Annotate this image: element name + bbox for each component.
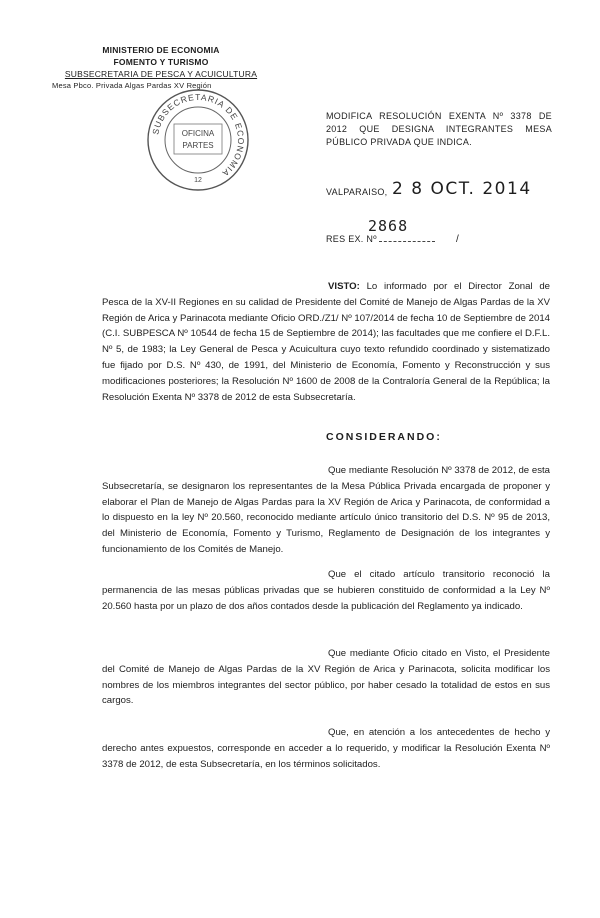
city-label: VALPARAISO, — [326, 187, 388, 197]
ministry-name: MINISTERIO DE ECONOMIA — [102, 45, 220, 55]
resolution-number: 2868 — [368, 217, 409, 235]
undersecretariat-name: SUBSECRETARIA DE PESCA Y ACUICULTURA — [64, 69, 258, 79]
considerando-text-1: Que mediante Resolución Nº 3378 de 2012, de esta Subsecretaría, se designaron los representantes de la Mesa Pública Privada encargada de proponer y elaborar el Plan de Manejo de Algas Pardas para la XV Región de Arica y Parinacota, de conformidad a lo dispuesto en la ley Nº 20.560, reconocido mediante artículo único transitorio del D.S. Nº 95 de 2013, del Ministerio de Economía, Fomento y Turismo, Reglamento de Designación de los integrantes y funcionamiento de los Comités de Manejo. — [102, 465, 550, 555]
visto-paragraph — [102, 279, 550, 405]
seal-ring-text: SUBSECRETARIA DE ECONOMIA — [150, 91, 247, 179]
stamped-date: 2 8 OCT. 2014 — [392, 179, 532, 199]
resolution-number-blank — [379, 241, 435, 242]
ministry-subtitle: FOMENTO Y TURISMO — [113, 57, 209, 67]
office-seal-stamp — [144, 86, 252, 194]
considerando-paragraph-2 — [102, 567, 550, 614]
seal-center-line1: OFICINA — [181, 129, 215, 138]
seal-number: 12 — [194, 177, 202, 184]
seal-center-line2: PARTES — [182, 141, 214, 150]
resolution-subject: MODIFICA RESOLUCIÓN EXENTA Nº 3378 DE 2012 QUE DESIGNA INTEGRANTES MESA PÚBLICO PRIVADA QUE INDICA. — [326, 111, 552, 147]
considerando-text-3: Que mediante Oficio citado en Visto, el Presidente del Comité de Manejo de Algas Pardas de la XV Región de Arica y Parinacota, solicita modificar los nombres de los miembros integrantes del sector público, por haber cesado la totalidad de estos en sus cargos. — [102, 648, 550, 707]
considerando-paragraph-1 — [102, 463, 550, 558]
considerando-text-4: Que, en atención a los antecedentes de hecho y derecho antes expuestos, corresponde en acceder a lo requerido, y modificar la Resolución Exenta Nº 3378 de 2012, de esta Subsecretaría, en los términos solicitados. — [102, 727, 550, 770]
considerando-heading: CONSIDERANDO: — [326, 431, 442, 443]
considerando-text-2: Que el citado artículo transitorio reconoció la permanencia de las mesas públicas privadas que se hubieren constituido de conformidad a la Ley Nº 20.560 hasta por un plazo de dos años contados desde la publicación del Reglamento ya indicado. — [102, 569, 550, 612]
issuer-header — [52, 44, 266, 92]
resolution-label: RES EX. Nº — [326, 234, 377, 244]
office-reference: Mesa Pbco. Privada Algas Pardas XV Región — [52, 81, 212, 90]
considerando-paragraph-3 — [102, 646, 550, 709]
visto-text: Lo informado por el Director Zonal de Pesca de la XV-II Regiones en su calidad de Presidente del Comité de Manejo de Algas Pardas de la XV Región de Arica y Parinacota mediante Oficio ORD./Z1/ Nº 107/2014 de fecha 10 de Septiembre de 2014 (C.I. SUBPESCA Nº 10544 de fecha 15 de Septiembre de 2014); las facultades que me confiere el D.F.L. Nº 5, de 1983; la Ley General de Pesca y Acuicultura cuyo texto refundido coordinado y sistematizado fue fijado por D.S. Nº 430, de 1991, del Ministerio de Economía, Fomento y Reconstrucción y sus modificaciones posteriores; la Resolución Nº 1600 de 2008 de la Contraloría General de la República; la Resolución Exenta Nº 3378 de 2012 de esta Subsecretaría. — [102, 281, 550, 403]
visto-label: VISTO: — [328, 281, 360, 292]
considerando-paragraph-4 — [102, 725, 550, 772]
resolution-slash: / — [456, 234, 459, 245]
resolution-number-line — [326, 234, 435, 244]
